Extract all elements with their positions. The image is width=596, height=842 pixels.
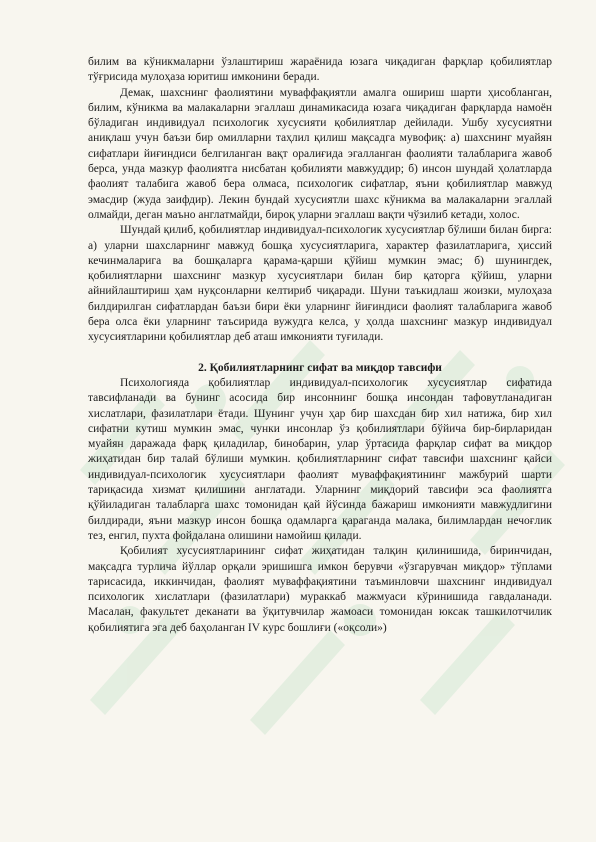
paragraph-4: Психологияда қобилиятлар индивидуал-психологик хусусиятлар сифатида тавсифланади ва бунинг асосида бир инсоннинг бошқа инсондан тафовутланадиган хислатлари, фазилатлари ётади. Шунинг учун ҳар бир шахсдан бир хил натижа, бир хил сифатни кутиш мумкин эмас, чунки инсонлар ўз қобилиятлари бўйича бир-бирларидан муайян даражада фарқ қиладилар, бинобарин, улар ўртасида фарқлар сифат ва миқдор жиҳатидан бир талай бўлиши мумкин. қобилиятларнинг сифат тавсифи шахснинг қайси индивидуал-психологик хусусиятлари фаолият муваффақиятининг мажбурий шарти тариқасида хизмат қилишини англатади. Уларнинг миқдорий тавсифи эса фаолиятга қўйиладиган талабларга шахс томонидан қай йўсинда бажариш имконияти мавжудлигини билдиради, яъни мазкур инсон бошқа одамларга қараганда малака, билимлардан нечоғлик тез, енгил, пухта фойдалана олишини намойиш қилади. bbox=[88, 376, 552, 542]
paragraph-5: Қобилият хусусиятларининг сифат жиҳатидан талқин қилинишида, биринчидан, мақсадга турлича йўллар орқали эришишга имкон берувчи «ўзгарувчан миқдор» тўплами тарисасида, иккинчидан, фаолият муваффақиятини таъминловчи шахснинг индивидуал психологик хислатлари (фазилатлари) мураккаб мажмуаси кўринишида гавдаланади. Масалан, факультет деканати ва ўқитувчилар жамоаси томонидан юксак ташкилотчилик қобилиятига эга деб баҳоланган IV курс бошлиғи («оқсоли») bbox=[88, 545, 552, 634]
document-page bbox=[88, 55, 552, 636]
section-heading: 2. Қобилиятларнинг сифат ва миқдор тавсифи bbox=[198, 361, 442, 374]
paragraph-1: билим ва кўникмаларни ўзлаштириш жараёнида юзага чиқадиган фарқлар қобилиятлар тўғрисида мулоҳаза юритиш имконини беради. bbox=[88, 56, 552, 84]
paragraph-2: Демак, шахснинг фаолиятини муваффақиятли амалга ошириш шарти ҳисобланган, билим, кўникма ва малакаларни эгаллаш динамикасида юзага чиқадиган фарқларда намоён бўладиган индивидуал психологик хусусияти қобилиятлар дейилади. Ушбу хусусиятни аниқлаш учун баъзи бир омилларни таҳлил қилиш мақсадга мувофиқ: а) шахснинг муайян сифатлари йиғиндиси белгиланган вақт оралиғида эгалланган фаолияти талабларига жавоб берса, унда мазкур фаолиятга нисбатан қобилияти мавжуддир; б) инсон шундай ҳолатларда фаолият талабига жавоб бера олмаса, психологик сифатлар, яъни қобилиятлар мавжуд эмасдир (жуда заифдир). Лекин бундай хусусиятли шахс кўникма ва малакаларни эгаллай олмайди, деган маъно англатмайди, бироқ уларни эгаллаш вақти чўзилиб кетади, холос. bbox=[88, 86, 552, 221]
paragraph-3: Шундай қилиб, қобилиятлар индивидуал-психологик хусусиятлар бўлиши билан бирга: а) уларни шахсларнинг мавжуд бошқа хусусиятларига, характер фазилатларига, ҳиссий кечинмаларига ва бошқаларга қарама-қарши қўйиш мумкин эмас; б) шунингдек, қобилиятларни шахснинг мазкур хусусиятлари билан бир қаторга қўйиш, уларни айнийлаштириш ҳам нуқсонларни келтириб чиқаради. Шуни таъкидлаш жоизки, мулоҳаза билдирилган сифатлардан баъзи бири ёки уларнинг йиғиндиси фаолият талабларига жавоб бера олса ёки уларнинг таъсирида вужудга келса, у ҳолда шахснинг мазкур индивидуал хусусиятларини қобилиятлар деб аташ имконияти туғилади. bbox=[88, 224, 552, 344]
